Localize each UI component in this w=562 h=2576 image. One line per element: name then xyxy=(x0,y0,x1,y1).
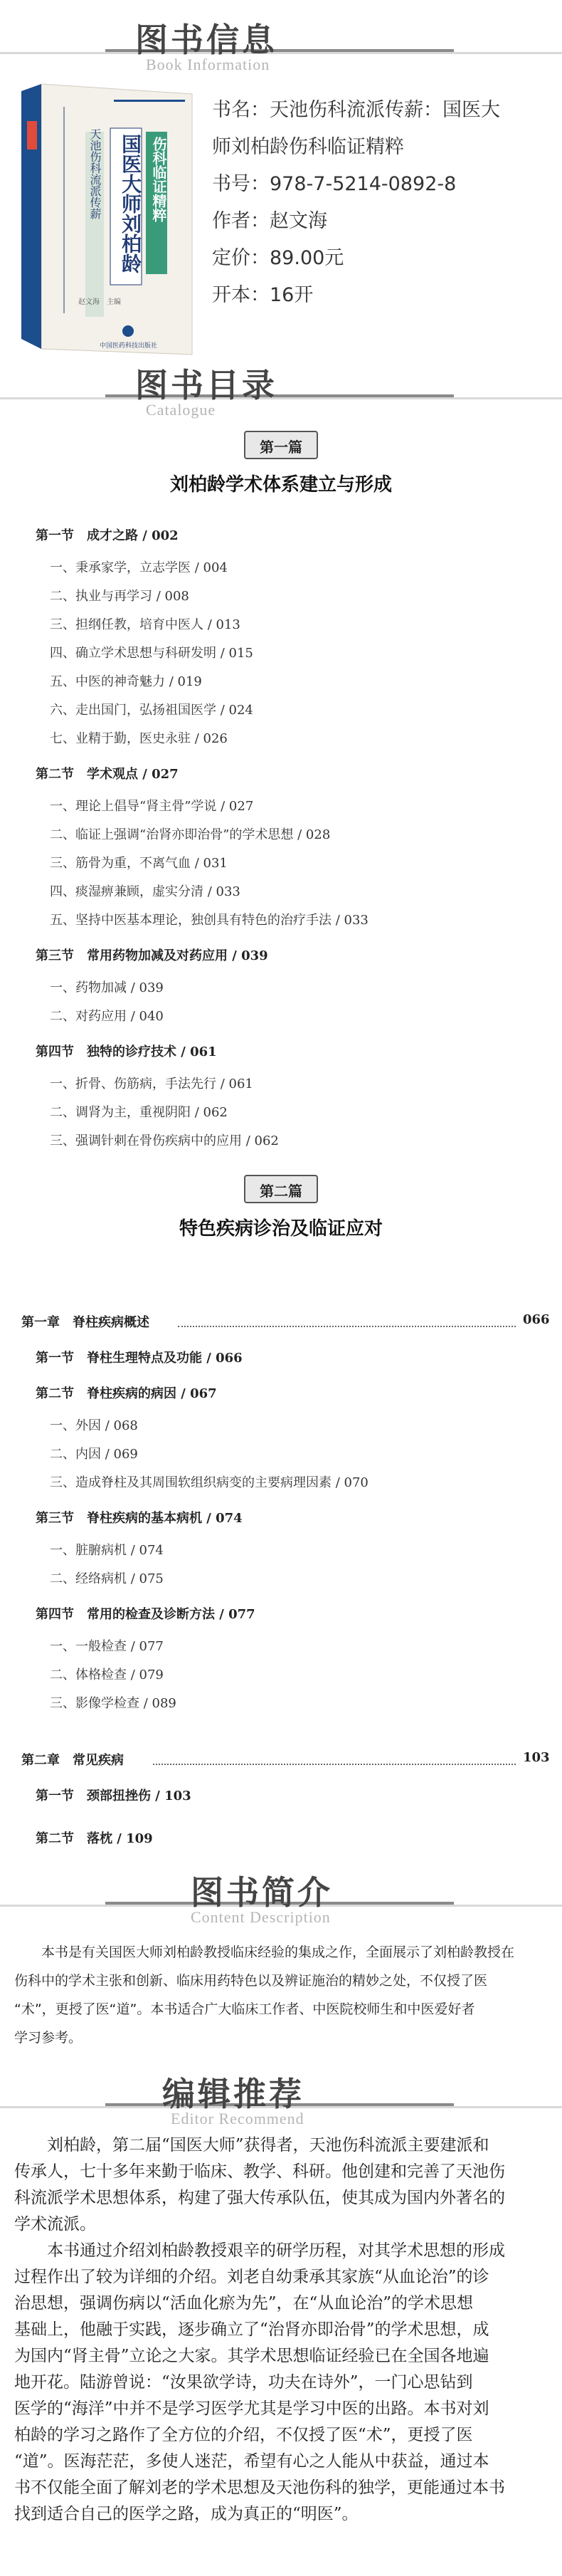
toc-item: 四、确立学术思想与科研发明 / 015 xyxy=(50,646,253,661)
recommend-line: 科流派学术思想体系，构建了强大传承队伍，使其成为国内外著名的 xyxy=(14,2189,505,2207)
cover-title-b: 伤科临证精粹 xyxy=(150,137,167,222)
toc-item: 一、一般检查 / 077 xyxy=(50,1639,164,1654)
part1-title: 刘柏龄学术体系建立与形成 xyxy=(169,474,392,496)
toc-section: 第二节 脊柱疾病的病因 / 067 xyxy=(36,1386,217,1401)
toc-chapter: 第一章 脊柱疾病概述 xyxy=(21,1315,149,1330)
toc-item: 二、内因 / 069 xyxy=(50,1447,138,1462)
book-isbn: 书号：978-7-5214-0892-8 xyxy=(212,173,457,195)
catalogue-heading: 图书目录 xyxy=(135,366,277,404)
toc-chapter-page: 066 xyxy=(523,1312,550,1327)
part2-badge xyxy=(244,1175,318,1203)
recommend-line: 为国内“肾主骨”立论之大家。其学术思想临证经验已在全国各地遍 xyxy=(14,2347,489,2365)
recommend-line: 学术流派。 xyxy=(14,2215,96,2234)
recommend-line: 治思想，强调伤病以“活血化瘀为先”，在“从血论治”的学术思想 xyxy=(14,2294,474,2313)
toc-item: 四、痰湿痹兼顾，虚实分清 / 033 xyxy=(50,884,240,899)
toc-item: 二、调肾为主，重视阴阳 / 062 xyxy=(50,1105,228,1120)
toc-item: 一、折骨、伤筋病，手法先行 / 061 xyxy=(50,1077,253,1091)
book-author: 作者：赵文海 xyxy=(212,210,327,232)
recommend-line: 基础上，他融于实践，逐步确立了“治肾亦即治骨”的学术思想，成 xyxy=(14,2320,489,2339)
recommend-line: 找到适合自己的医学之路，成为真正的“明医”。 xyxy=(14,2505,359,2523)
recommend-line: 传承人，七十多年来勤于临床、教学、科研。他创建和完善了天池伤 xyxy=(14,2162,505,2181)
toc-item: 二、对药应用 / 040 xyxy=(50,1009,164,1024)
recommend-line: 书不仅能全面了解刘老的学术思想及天池伤科的独学，更能通过本书 xyxy=(14,2478,505,2497)
toc-item: 五、中医的神奇魅力 / 019 xyxy=(50,674,202,689)
book-title-line1: 书名：天池伤科流派传薪：国医大 xyxy=(212,99,500,121)
recommend-line: 地开花。陆游曾说：“汝果欲学诗，功夫在诗外”，一门心思钻到 xyxy=(14,2373,473,2392)
toc-item: 三、造成脊柱及其周围软组织病变的主要病理因素 / 070 xyxy=(50,1475,369,1490)
toc-section: 第四节 常用的检查及诊断方法 / 077 xyxy=(36,1607,255,1622)
toc-leader-dots xyxy=(178,1326,516,1327)
part1-badge xyxy=(244,431,318,459)
catalogue-heading-en: Catalogue xyxy=(146,401,216,419)
recommend-line: 刘柏龄，第二届“国医大师”获得者，天池伤科流派主要建派和 xyxy=(14,2136,489,2154)
book-title-line2: 师刘柏龄伤科临证精粹 xyxy=(212,136,404,158)
toc-section: 第三节 常用药物加减及对药应用 / 039 xyxy=(36,948,268,963)
description-line: 学习参考。 xyxy=(14,2030,83,2046)
toc-item: 一、秉承家学，立志学医 / 004 xyxy=(50,560,228,575)
book-format: 开本：16开 xyxy=(212,284,314,306)
recommend-heading: 编辑推荐 xyxy=(162,2075,304,2113)
toc-chapter: 第二章 常见疾病 xyxy=(21,1753,124,1768)
toc-item: 六、走出国门，弘扬祖国医学 / 024 xyxy=(50,703,253,718)
toc-item: 二、执业与再学习 / 008 xyxy=(50,589,189,604)
cover-publisher: 中国医药科技出版社 xyxy=(100,342,158,350)
description-heading-en: Content Description xyxy=(191,1908,331,1926)
cover-series: 天池伤科流派传薪 xyxy=(88,128,102,219)
description-line: 本书是有关国医大师刘柏龄教授临床经验的集成之作，全面展示了刘柏龄教授在 xyxy=(14,1944,515,1960)
toc-item: 三、筋骨为重，不离气血 / 031 xyxy=(50,856,228,871)
toc-item: 一、药物加减 / 039 xyxy=(50,980,164,995)
part1-badge-label: 第一篇 xyxy=(260,439,302,456)
part2-title: 特色疾病诊治及临证应对 xyxy=(179,1218,383,1240)
toc-item: 三、影像学检查 / 089 xyxy=(50,1696,176,1711)
recommend-line: 柏龄的学习之路作了全方位的介绍，不仅授了医“术”，更授了医 xyxy=(14,2426,473,2444)
cover-title-a: 国医大师刘柏龄 xyxy=(119,134,142,273)
toc-section: 第一节 脊柱生理特点及功能 / 066 xyxy=(36,1351,243,1366)
description-body xyxy=(14,1938,555,2052)
toc-item: 二、经络病机 / 075 xyxy=(50,1571,164,1586)
toc-item: 一、脏腑病机 / 074 xyxy=(50,1543,164,1558)
toc-section: 第一节 成才之路 / 002 xyxy=(36,528,179,543)
part2-badge-label: 第二篇 xyxy=(260,1183,302,1200)
header-divider xyxy=(0,397,562,399)
recommend-line: 本书通过介绍刘柏龄教授艰辛的研学历程，对其学术思想的形成 xyxy=(14,2241,505,2260)
toc-chapter-page: 103 xyxy=(523,1750,550,1765)
toc-leader-dots xyxy=(153,1764,516,1765)
toc-section: 第二节 落枕 / 109 xyxy=(36,1831,153,1846)
toc-item: 三、担纲任教，培育中医人 / 013 xyxy=(50,617,240,632)
toc-item: 五、坚持中医基本理论，独创具有特色的治疗手法 / 033 xyxy=(50,913,369,928)
book-cover-image xyxy=(21,78,196,356)
recommend-line: 过程作出了较为详细的介绍。刘老自幼秉承其家族“从血论治”的诊 xyxy=(14,2268,489,2286)
toc-item: 一、外因 / 068 xyxy=(50,1418,138,1433)
toc-section: 第四节 独特的诊疗技术 / 061 xyxy=(36,1044,217,1059)
cover-editor: 赵文海 主编 xyxy=(78,298,121,306)
description-line: “术”，更授了医“道”。本书适合广大临床工作者、中医院校师生和中医爱好者 xyxy=(14,2001,475,2017)
description-heading: 图书简介 xyxy=(191,1873,333,1912)
recommend-heading-en: Editor Recommend xyxy=(171,2110,304,2127)
toc-item: 二、体格检查 / 079 xyxy=(50,1667,164,1682)
book-info-heading-en: Book Information xyxy=(146,56,270,73)
description-line: 伤科中的学术主张和创新、临床用药特色以及辨证施治的精妙之处，不仅授了医 xyxy=(14,1973,488,1989)
toc-section: 第三节 脊柱疾病的基本病机 / 074 xyxy=(36,1511,243,1526)
toc-item: 一、理论上倡导“肾主骨”学说 / 027 xyxy=(50,799,254,814)
recommend-body xyxy=(14,2132,555,2528)
toc-item: 七、业精于勤，医史永驻 / 026 xyxy=(50,731,228,746)
toc-item: 三、强调针刺在骨伤疾病中的应用 / 062 xyxy=(50,1133,279,1148)
book-info-heading: 图书信息 xyxy=(135,21,277,59)
recommend-line: 医学的“海洋”中并不是学习医学尤其是学习中医的出路。本书对刘 xyxy=(14,2399,489,2418)
toc-section: 第二节 学术观点 / 027 xyxy=(36,767,179,782)
toc-section: 第一节 颈部扭挫伤 / 103 xyxy=(36,1789,191,1803)
recommend-line: “道”。医海茫茫，多使人迷茫，希望有心之人能从中获益，通过本 xyxy=(14,2452,489,2471)
book-price: 定价：89.00元 xyxy=(212,247,344,269)
header-divider xyxy=(0,52,562,54)
toc-item: 二、临证上强调“治肾亦即治骨”的学术思想 / 028 xyxy=(50,827,331,842)
